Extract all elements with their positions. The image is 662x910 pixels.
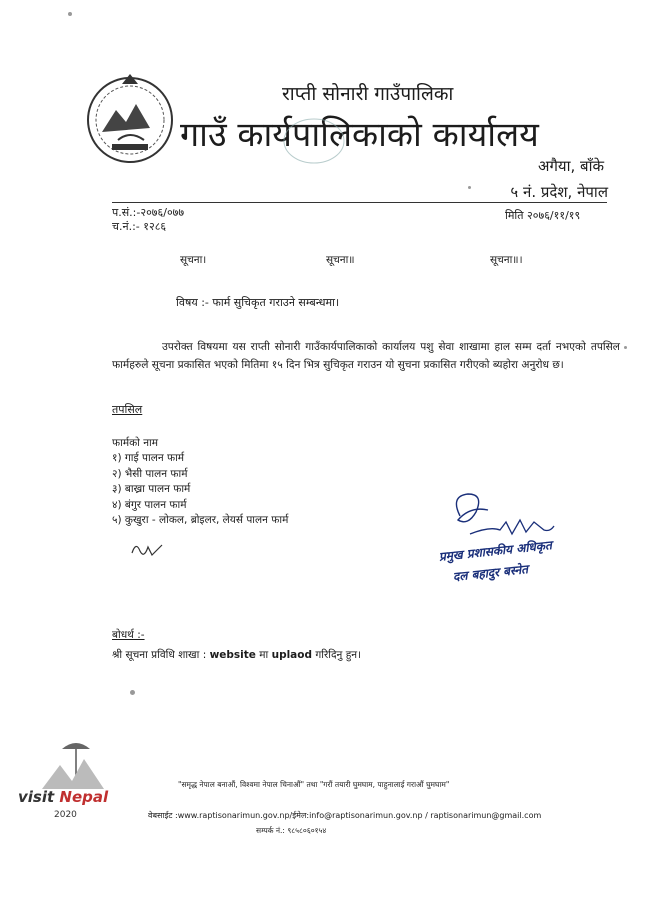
header-divider	[112, 202, 607, 203]
scan-speck	[624, 346, 627, 349]
visit-nepal-logo-text	[18, 788, 108, 806]
cc-line	[112, 648, 361, 662]
forms-heading: फार्मको नाम	[112, 437, 159, 449]
letter-number: प.सं.:-२०७६/०७७	[112, 206, 185, 219]
handwritten-initials	[128, 537, 168, 561]
farm-item: ३) बाख्रा पालन फार्म	[112, 483, 191, 496]
cc-mid: मा	[255, 649, 272, 661]
scan-speck	[468, 186, 471, 189]
scan-speck	[130, 690, 135, 695]
footer-slogan: "समृद्ध नेपाल बनाऔं, विश्वमा नेपाल चिनाऔं" तथा "गरौं तयारी घुमघाम, पाहुनालाई गराऔं घुमघाम"	[178, 780, 450, 789]
officer-title: प्रमुख प्रशासकीय अधिकृत	[438, 538, 553, 564]
cc-website-word: website	[209, 649, 256, 661]
farm-item: २) भैसी पालन फार्म	[112, 467, 188, 480]
logo-visit-word: visit	[18, 788, 55, 806]
subject-line: विषय :- फार्म सुचिकृत गराउने सम्बन्धमा।	[176, 296, 340, 309]
notice-label-1: सूचना।	[180, 254, 207, 266]
nepal-government-emblem	[82, 70, 178, 166]
notice-label-3: सूचना॥।	[490, 254, 523, 266]
cc-suffix: गरिदिनु हुन।	[312, 649, 362, 661]
cc-upload-word: uplaod	[271, 649, 312, 661]
farm-item: ५) कुखुरा - लोकल, ब्रोइलर, लेयर्स पालन फार्म	[112, 514, 289, 527]
office-stamp	[282, 116, 346, 166]
scan-speck	[68, 12, 72, 16]
footer-website: वेबसाईट :www.raptisonarimun.gov.np/ईमेल:info@raptisonarimun.gov.np / raptisonarimun@gmail.com	[148, 811, 542, 820]
details-label: तपसिल	[112, 403, 143, 416]
body-paragraph: उपरोक्त विषयमा यस राप्ती सोनारी गाउँकार्यपालिकाको कार्यालय पशु सेवा शाखामा हाल सम्म दर्ता नभएको तपसिल फार्महरुले सूचना प्रकासित भएको मितिमा १५ दिन भित्र सुचिकृत गराउन यो सुचना प्रकासित गरीएको ब्यहोरा अनुरोध छ।	[112, 341, 620, 371]
farm-list	[112, 451, 288, 529]
officer-name: दल बहादुर बस्नेत	[452, 562, 529, 584]
logo-nepal-word: Nepal	[59, 788, 109, 806]
footer-contact: सम्पर्क नं.: ९८५८०६०१५४	[256, 826, 327, 835]
dispatch-number: च.नं.:- १२८६	[112, 220, 167, 233]
municipality-name: राप्ती सोनारी गाउँपालिका	[282, 83, 454, 105]
logo-year: 2020	[54, 810, 77, 820]
cc-prefix: श्री सूचना प्रविधि शाखा :	[112, 649, 210, 661]
letter-date: मिति २०७६/११/१९	[505, 209, 581, 222]
address-line-2: ५ नं. प्रदेश, नेपाल	[510, 183, 608, 201]
address-line-1: अगैया, बाँके	[538, 157, 604, 175]
notice-label-2: सूचना॥	[326, 254, 355, 266]
visit-nepal-logo	[22, 735, 152, 835]
office-title: गाउँ कार्यपालिकाको कार्यालय	[180, 115, 539, 155]
cc-label: बोधर्थ :-	[112, 629, 145, 641]
farm-item: ४) बंगुर पालन फार्म	[112, 498, 187, 511]
farm-item: १) गाई पालन फार्म	[112, 452, 185, 464]
